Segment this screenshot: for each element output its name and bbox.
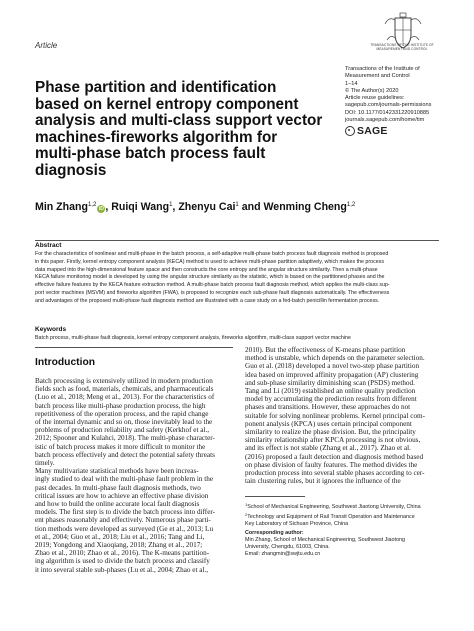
body-text-line: and its effect is not stable (Zhang et al., 2017). Zhao et al. [245,444,411,453]
divider-top [35,240,439,241]
title-line: Phase partition and identification [35,79,277,96]
body-text-line: Many multivariate statistical methods have been increas- [35,467,199,476]
body-text-line: (2016) proposed a fault detection and diagnosis method based [245,452,424,461]
title-line: diagnosis [35,161,107,179]
body-text-line: tain clustering rules, but it ignores the influence of the [245,477,401,486]
corresponding-author-heading: Corresponding author: [245,530,304,536]
body-text-line: and sub-phase similarity diminishing scan (PSDS) method. [245,378,415,387]
author-affiliation-mark: 1,2 [346,202,356,208]
body-text-line: phases and transitions. However, these approaches do not [245,403,411,412]
body-text-line: Tang and Li (2019) established an online quality prediction [245,387,416,396]
journal-meta-line: DOI: 10.1177/0142331220910885 [345,109,430,116]
body-text-line: 2010). But the effectiveness of K-means phase partition [245,346,406,354]
body-text-line: (Luo et al., 2018; Meng et al., 2013). For the characteristics of [35,393,215,402]
body-text-line: tion methods were developed as surveyed (Ge et al., 2013; Lu [35,524,214,533]
journal-meta-line: sagepub.com/journals-permissions [345,102,432,109]
abstract-body [35,251,439,306]
author-name: Zhenyu Cai [178,201,236,213]
journal-meta-line: © The Author(s) 2020 [345,87,399,94]
body-text-line: Batch processing is extensively utilized in modern production [35,377,213,385]
journal-meta-line: Transactions of the Institute of [345,66,420,72]
footnote-mark: 1 [245,502,248,507]
journal-meta-line: 1–14 [345,80,358,87]
body-text-line: 2019; Yongdong and Xiaoqiang, 2018; Zhang et al., 2017; [35,541,203,550]
author-affiliation-mark: 1 [235,202,239,208]
keywords-text: Batch process, multi-phase fault diagnosis, kernel entropy component analysis, fireworks algorithm, multi-class support vector machine [35,335,351,341]
body-text-line: method is unstable, which depends on the parameter selection. [245,354,425,363]
abstract-line: data mapped into the high-dimensional feature space and then constructs the core entropy and the angular structure similarity. Then a multi-phase [35,266,378,273]
body-text-line: production process into several stable phases according to cer- [245,469,425,478]
author-separator: , [172,201,179,213]
body-text-line: similarity relationship after KPCA processing is not obvious, [245,436,421,445]
body-text-line: 2012; Spooner and Kulahci, 2018). The multi-phase character- [35,434,215,443]
author-affiliation-mark: 1 [169,202,173,208]
body-text-line: ing algorithm is used to divide the batch process and classify [35,557,210,566]
author-name: Ruiqi Wang [111,201,170,213]
body-text-line: critical issues are how to achieve an effective phase division [35,491,209,500]
abstract-line: and advantages of the proposed multi-phase fault diagnosis method are illustrated with a case study on a fed-batch penicillin fermentation process. [35,297,380,304]
journal-meta-line: journals.sagepub.com/home/tim [345,117,425,124]
title-line: multi-phase batch process fault [35,145,266,163]
divider-intro [35,347,233,348]
author-email-link[interactable]: Email: zhangmin@swjtu.edu.cn [245,551,321,557]
body-text-line: of the internal dynamic and so on, those inevitably lead to the [35,418,213,427]
body-text-line: similarity to realize the phase division. But, the principality [245,428,416,437]
author-name: Wenming Cheng [263,201,347,213]
body-text-line: past decades. In multi-phase fault diagnosis methods, two [35,483,201,492]
author-affiliation-mark: 1,2 [87,202,97,208]
affiliation-footnotes [245,501,445,528]
body-text-line: idea based on improved affinity propagation (AP) clustering [245,370,419,379]
body-text-line: batch process like multi-phase production process, the high [35,401,206,410]
body-text-line: Zhao et al., 2010; Zhao et al., 2016). The K-means partition- [35,549,210,558]
body-text-line: ponent analysis (KPCA) uses certain principal component [245,419,412,428]
body-column-right [245,346,443,485]
abstract-heading: Abstract [35,242,62,249]
body-text-line: timely. [35,459,55,468]
author-separator: , [105,201,112,213]
author-separator: and [238,201,264,213]
crest-caption: TRANSACTIONS OF THE INSTITUTE OF MEASUREMENT AND CONTROL [370,43,434,51]
abstract-line: port vector machines (MSVM) and fireworks algorithm (FWA), is proposed to recognize each sub-phase fault diagnosis automatically. The effectiveness [35,289,390,296]
body-text-line: batch process effectively and detect the potential safety threats [35,450,215,459]
footnote-text: Key Laboratory of Sichuan Province, China [245,521,349,527]
orcid-icon[interactable]: iD [98,206,104,212]
crest-icon [375,12,431,62]
body-column-left [35,377,233,574]
sage-logo-icon [345,126,355,136]
author-list [35,201,355,213]
body-text-line: ent phases reasonably and effectively. Numerous phase parti- [35,516,211,525]
footnote-mark: 2 [245,512,248,517]
abstract-line: in this paper. Firstly, kernel entropy component analysis (KECA) method is used to achieve multi-phase partition adaptively, which makes the process [35,258,384,265]
body-text-line: fields such as food, materials, chemicals, and pharmaceuticals [35,385,214,394]
journal-meta-line: Article reuse guidelines: [345,95,405,102]
publisher-logo [345,125,388,137]
footnote-rule [245,496,305,497]
introduction-heading: Introduction [35,357,96,368]
title-line: machines-fireworks algorithm for [35,128,278,146]
body-text-line: model by accumulating the prediction results from different [245,395,417,404]
body-text-line: ingly studied to deal with the multi-phase fault problem in the [35,475,214,484]
body-text-line: problems of production reliability and safety (Kerkhof et al., [35,426,210,435]
corresponding-author [245,530,445,558]
corresponding-author-line: University, Chengdu, 61003, China. [245,544,330,550]
abstract-line: KECA failure monitoring model is developed by using the angular structure similarity as the statistic, which is based on the partitioned phases and the [35,274,385,281]
body-text-line: it into several stable sub-phases (Lu et al., 2004; Zhao et al., [35,565,209,574]
article-type-label: Article [35,41,58,50]
title-line: based on kernel entropy component [35,95,299,113]
title-line: analysis and multi-class support vector [35,112,323,130]
abstract-line: effective failure features by the KECA feature extraction method. A multi-phase batch process fault diagnosis method, which applies the multi-class sup- [35,282,390,289]
paper-title [35,80,335,180]
sage-logo-text: SAGE [357,125,388,137]
body-text-line: istic of batch process makes it more difficult to monitor the [35,442,206,451]
footnote-line [245,511,445,521]
journal-meta-line: Measurement and Control [345,73,410,80]
abstract-line: For the characteristics of nonlinear and multi-phase in the batch process, a self-adaptive multi-phase batch process fault diagnosis method is proposed [35,251,389,257]
body-text-line: on phase division of faulty features. The method divides the [245,460,418,469]
body-text-line: models. The first step is to divide the batch process into differ- [35,508,216,517]
author-name: Min Zhang [35,201,88,213]
body-text-line: et al., 2004; Guo et al., 2018; Liu et al., 2016; Tang and Li, [35,532,205,541]
journal-meta [345,66,455,124]
body-text-line: and how to build the online accurate local fault diagnosis [35,500,200,509]
journal-crest-logo [375,12,431,62]
body-text-line: repetitiveness of the operation process, and the rapid change [35,409,209,418]
body-text-line: suitable for solving nonlinear problems. Kernel principal com- [245,411,426,420]
body-text-line: Guo et al. (2018) developed a novel two-step phase partition [245,362,420,371]
corresponding-author-line: Min Zhang, School of Mechanical Engineering, Southwest Jiaotong [245,537,406,543]
keywords-heading: Keywords [35,326,67,333]
footnote-text: Technology and Equipment of Rail Transit Operation and Maintenance [247,514,415,520]
footnote-line [245,521,445,528]
footnote-text: School of Mechanical Engineering, Southwest Jiaotong University, China [247,504,421,510]
footnote-line [245,501,445,511]
